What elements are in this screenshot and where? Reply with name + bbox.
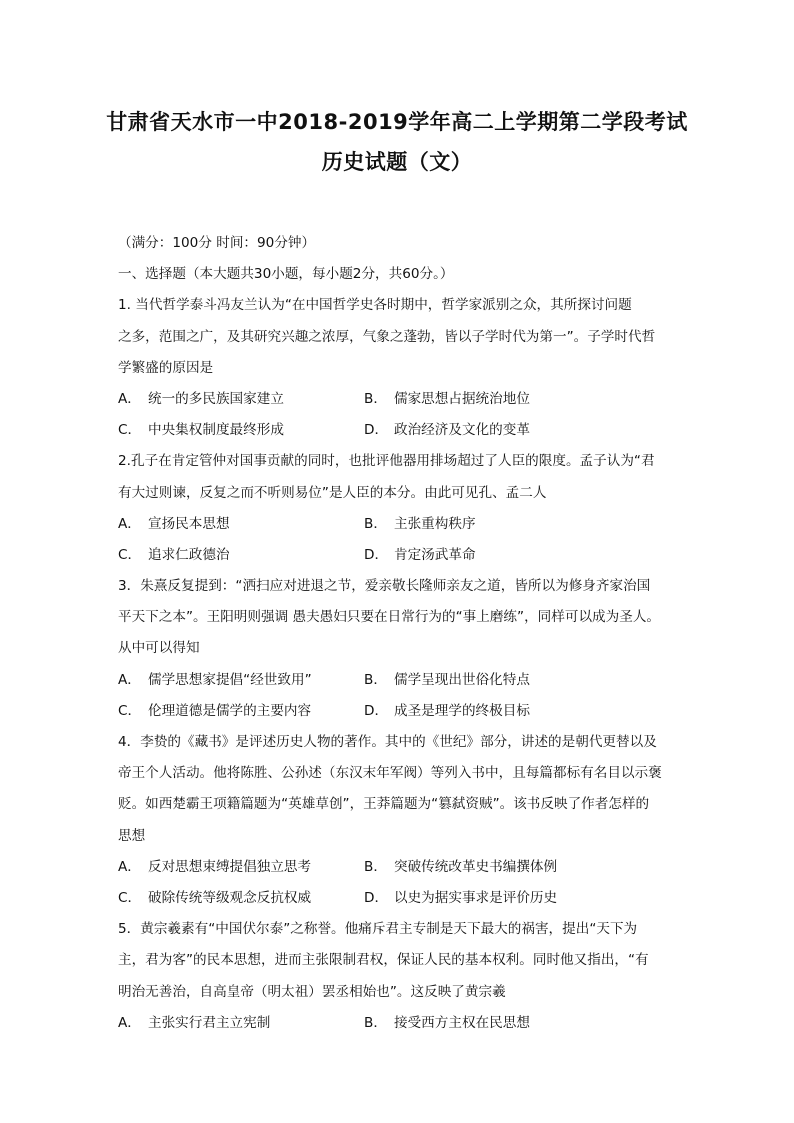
option-d: D． 成圣是理学的终极目标 (364, 702, 530, 719)
option-b: B． 接受西方主权在民思想 (364, 1014, 530, 1031)
option-b: B． 主张重构秩序 (364, 515, 476, 532)
option-b: B． 儒学呈现出世俗化特点 (364, 671, 530, 688)
option-c: C． 追求仁政德治 (118, 546, 230, 563)
question-3 (118, 571, 678, 727)
option-row (118, 509, 678, 540)
option-d: D． 以史为据实事求是评价历史 (364, 889, 558, 906)
option-b: B． 突破传统改革史书编撰体例 (364, 858, 558, 875)
question-text-line: 4．李贽的《藏书》是评述历史人物的著作。其中的《世纪》部分，讲述的是朝代更替以及 (118, 734, 657, 750)
question-text-line: 思想 (118, 827, 146, 844)
option-c: C． 中央集权制度最终形成 (118, 422, 284, 439)
option-a: A． 儒学思想家提倡“经世致用” (118, 671, 312, 688)
exam-title-line1: 甘肃省天水市一中2018-2019学年高二上学期第二学段考试 (106, 110, 688, 134)
option-a: A． 反对思想束缚提倡独立思考 (118, 858, 312, 875)
exam-title-line2: 历史试题（文） (321, 150, 473, 174)
question-2 (118, 446, 678, 571)
question-text-line: 主，君为客”的民本思想，进而主张限制君权，保证人民的基本权利。同时他又指出，“有 (118, 952, 649, 969)
option-row (118, 415, 678, 446)
option-a: A． 宣扬民本思想 (118, 515, 230, 532)
question-text-line: 3．朱熹反复提到：“洒扫应对进退之节，爱亲敬长隆师亲友之道，皆所以为修身齐家治国 (118, 578, 651, 595)
option-c: C． 破除传统等级观念反抗权威 (118, 889, 312, 906)
option-row (118, 696, 678, 727)
option-row (118, 883, 678, 914)
option-d: D． 肯定汤武革命 (364, 546, 476, 563)
section-heading: 一、选择题（本大题共30小题，每小题2分，共60分。） (118, 266, 454, 283)
question-text-line: 5．黄宗羲素有“中国伏尔泰”之称誉。他痛斥君主专制是天下最大的祸害，提出“天下为 (118, 921, 638, 938)
question-1 (118, 290, 678, 446)
option-c: C． 伦理道德是儒学的主要内容 (118, 702, 312, 719)
option-row (118, 852, 678, 883)
question-text-line: 之多，范围之广，及其研究兴趣之浓厚，气象之蓬勃，皆以子学时代为第一”。子学时代哲 (118, 328, 656, 345)
option-a: A． 统一的多民族国家建立 (118, 390, 284, 407)
option-a: A． 主张实行君主立宪制 (118, 1014, 271, 1031)
question-text-line: 2.孔子在肯定管仲对国事贡献的同时，也批评他器用排场超过了人臣的限度。孟子认为“君 (118, 453, 655, 470)
question-text-line: 学繁盛的原因是 (118, 359, 214, 376)
option-b: B． 儒家思想占据统治地位 (364, 390, 530, 407)
question-text-line: 有大过则谏，反复之而不听则易位”是人臣的本分。由此可见孔、孟二人 (118, 484, 547, 501)
question-5 (118, 914, 678, 1039)
question-text-line: 1. 当代哲学泰斗冯友兰认为“在中国哲学史各时期中，哲学家派别之众，其所探讨问题 (118, 297, 632, 314)
exam-info: （满分：100分 时间：90分钟） (118, 235, 316, 251)
option-row (118, 384, 678, 415)
question-text-line: 平天下之本”。王阳明则强调 愚夫愚妇只要在日常行为的“事上磨练”，同样可以成为圣人。 (118, 609, 661, 626)
question-text-line: 帝王个人活动。他将陈胜、公孙述（东汉末年军阀）等列入书中，且每篇都标有名目以示褒 (118, 765, 662, 782)
option-row (118, 1008, 678, 1039)
option-d: D． 政治经济及文化的变革 (364, 422, 530, 439)
option-row (118, 665, 678, 696)
question-4 (118, 727, 678, 914)
question-text-line: 贬。如西楚霸王项籍篇题为“英雄草创”，王莽篇题为“篡弑资贼”。该书反映了作者怎样的 (118, 796, 650, 813)
question-text-line: 明治无善治，自高皇帝（明太祖）罢丞相始也”。这反映了黄宗羲 (118, 983, 506, 1000)
option-row (118, 540, 678, 571)
exam-content (118, 228, 678, 1039)
question-text-line: 从中可以得知 (118, 640, 200, 657)
